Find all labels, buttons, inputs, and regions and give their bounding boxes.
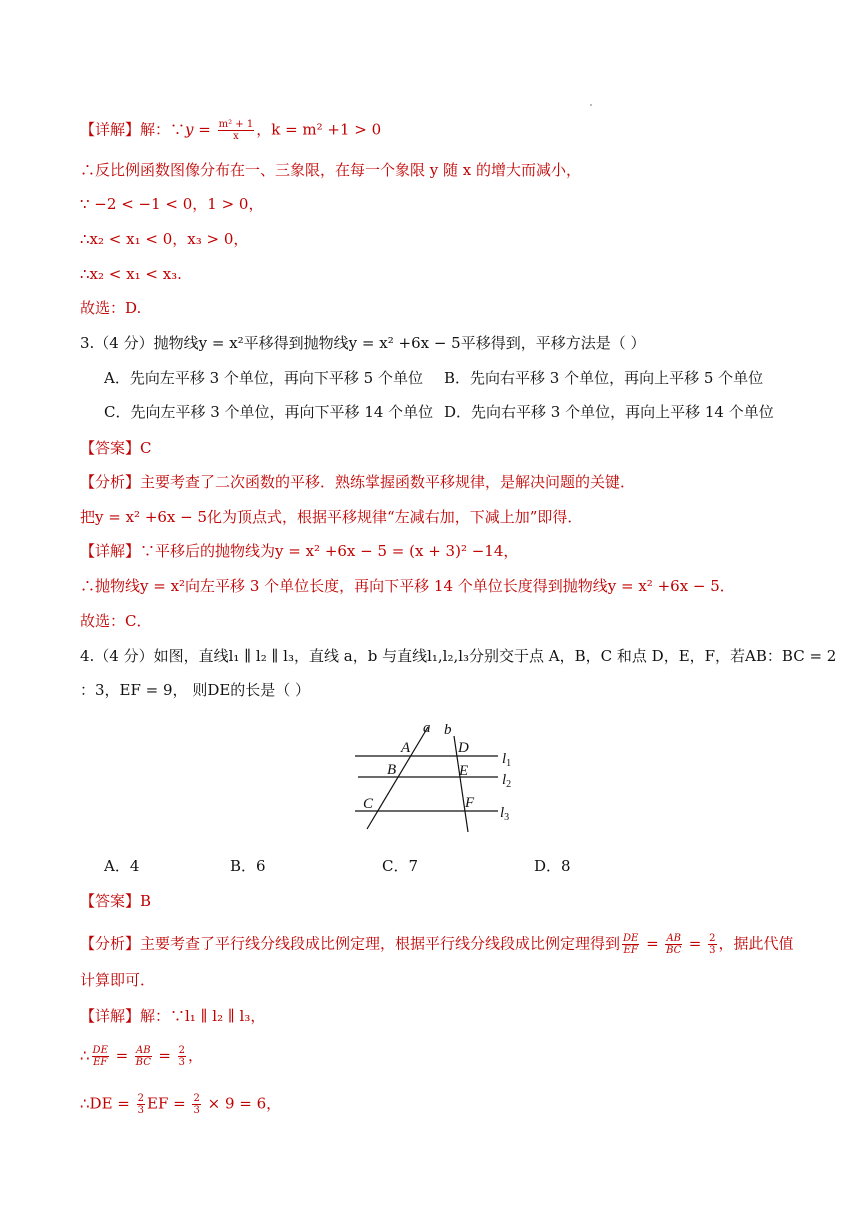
var-y: y (185, 120, 194, 139)
result: × 9 = 6， (202, 1094, 282, 1113)
q4-detail-2: ∴ $\frac{DE}{EF}$ = $\frac{AB}{BC}$ = $\frac{2}{3}$ ， (80, 1045, 204, 1068)
detail-line-2: ∴反比例函数图像分布在一、三象限，在每一个象限 y 随 x 的增大而减小， (80, 161, 582, 179)
q4-stem-1: 4.（4 分）如图，直线l₁ ∥ l₂ ∥ l₃，直线 a，b 与直线l₁,l₂,l₃分别交于点 A，B，C 和点 D，E，F，若AB：BC = 2 (80, 647, 837, 665)
l2-sub: 2 (506, 779, 512, 790)
frac-two-thirds (178, 1045, 186, 1068)
frac-num: 2 (709, 933, 716, 944)
detail-line-1 (80, 119, 381, 142)
l3-sub: 3 (504, 812, 510, 823)
line-a (367, 727, 428, 829)
detail-line-4: ∴x₂ < x₁ < 0，x₃ > 0， (80, 230, 249, 248)
l2-letter: l (502, 772, 507, 788)
q3-detail-1: 【详解】∵平移后的抛物线为y = x² +6x − 5 = (x + 3)² −14， (80, 542, 519, 560)
label-B: B (387, 762, 397, 778)
label-C: C (363, 796, 374, 812)
l1-sub: 1 (506, 758, 512, 769)
l1-letter: l (502, 751, 507, 767)
frac-num: AB (135, 1045, 151, 1056)
label-D: D (458, 740, 469, 756)
detail-tag: 【详解】 (80, 120, 141, 139)
frac-den: 3 (178, 1057, 186, 1068)
frac-num: 2 (178, 1045, 186, 1056)
equals: = (193, 120, 216, 139)
q3-option-a: A．先向左平移 3 个单位，再向下平移 5 个单位 (104, 369, 423, 387)
frac-den: x (233, 131, 239, 142)
parallel-lines-figure (340, 712, 530, 832)
q3-option-c: C．先向左平移 3 个单位，再向下平移 14 个单位 (104, 403, 434, 421)
frac-den: BC (666, 945, 682, 956)
analysis-text: 【分析】主要考查了平行线分线段成比例定理，根据平行线分线段成比例定理得到 (80, 934, 621, 953)
q4-option-b: B．6 (230, 857, 266, 875)
q3-analysis-2: 把y = x² +6x − 5化为顶点式，根据平移规律“左减右加，下减上加”即得． (80, 508, 583, 526)
frac-de-ef (622, 933, 639, 956)
detail-prefix: 解：∵ (140, 120, 186, 139)
frac-num: AB (666, 933, 682, 944)
frac-two-thirds (137, 1093, 145, 1116)
q4-stem-2: ：3，EF = 9， 则DE的长是（ ） (80, 681, 311, 699)
detail-line-6: 故选：D. (80, 299, 142, 317)
frac-de-ef (92, 1045, 109, 1068)
fraction (218, 119, 255, 142)
q4-analysis-1: 【分析】主要考查了平行线分线段成比例定理，根据平行线分线段成比例定理得到 $\frac{DE}{EF}$ = $\frac{AB}{BC}$ = $\frac{2}{3}$ ，据此代值 (80, 933, 794, 956)
q3-answer: 【答案】C (80, 439, 152, 457)
q4-option-a: A．4 (104, 857, 140, 875)
label-a: a (423, 720, 431, 736)
frac-ab-bc (665, 933, 682, 956)
q4-detail-3 (80, 1093, 281, 1116)
frac-den: EF (93, 1057, 108, 1068)
frac-num: 2 (137, 1093, 144, 1104)
k-expression: ，k = m² +1 > 0 (256, 120, 382, 139)
q4-option-c: C．7 (382, 857, 419, 875)
label-l2 (502, 772, 511, 790)
detail-line-5: ∴x₂ < x₁ < x₃. (80, 265, 182, 283)
frac-den: 3 (137, 1105, 144, 1116)
q3-analysis-1: 【分析】主要考查了二次函数的平移．熟练掌握函数平移规律，是解决问题的关键． (80, 473, 636, 491)
label-b: b (444, 722, 452, 738)
q4-detail-1: 【详解】解：∵l₁ ∥ l₂ ∥ l₃， (80, 1007, 266, 1025)
scan-speck (590, 104, 592, 106)
ef-equals: EF = (147, 1094, 191, 1113)
q3-detail-3: 故选：C． (80, 612, 152, 630)
q3-option-d: D．先向右平移 3 个单位，再向上平移 14 个单位 (444, 403, 774, 421)
q3-option-b: B．先向右平移 3 个单位，再向上平移 5 个单位 (444, 369, 764, 387)
de-equals: ∴DE = (80, 1094, 135, 1113)
frac-two-thirds (708, 933, 716, 956)
q3-stem: 3.（4 分）抛物线y = x²平移得到抛物线y = x² +6x − 5平移得到，平移方法是（ ） (80, 334, 646, 352)
frac-two-thirds (192, 1093, 200, 1116)
q4-answer: 【答案】B (80, 892, 152, 910)
frac-den: 3 (193, 1105, 200, 1116)
label-A: A (401, 740, 411, 756)
frac-ab-bc (135, 1045, 152, 1068)
frac-den: BC (135, 1057, 151, 1068)
l3-letter: l (500, 805, 505, 821)
comma: ， (188, 1046, 204, 1065)
frac-den: 3 (709, 945, 716, 956)
therefore-sign: ∴ (80, 1046, 90, 1065)
q4-option-d: D．8 (534, 857, 571, 875)
label-E: E (459, 763, 469, 779)
frac-num: m² + 1 (218, 119, 254, 130)
frac-num: 2 (193, 1093, 200, 1104)
frac-num: DE (92, 1045, 108, 1056)
frac-num: DE (623, 933, 639, 944)
q3-detail-2: ∴抛物线y = x²向左平移 3 个单位长度，再向下平移 14 个单位长度得到抛物线y = x² +6x − 5． (80, 577, 735, 595)
label-l3 (500, 805, 509, 823)
label-l1 (502, 751, 511, 769)
frac-den: EF (623, 945, 638, 956)
label-F: F (465, 795, 475, 811)
q4-analysis-2: 计算即可． (80, 971, 156, 989)
analysis-tail: ，据此代值 (718, 934, 794, 953)
detail-line-3: ∵ −2 < −1 < 0，1 > 0， (80, 195, 264, 213)
